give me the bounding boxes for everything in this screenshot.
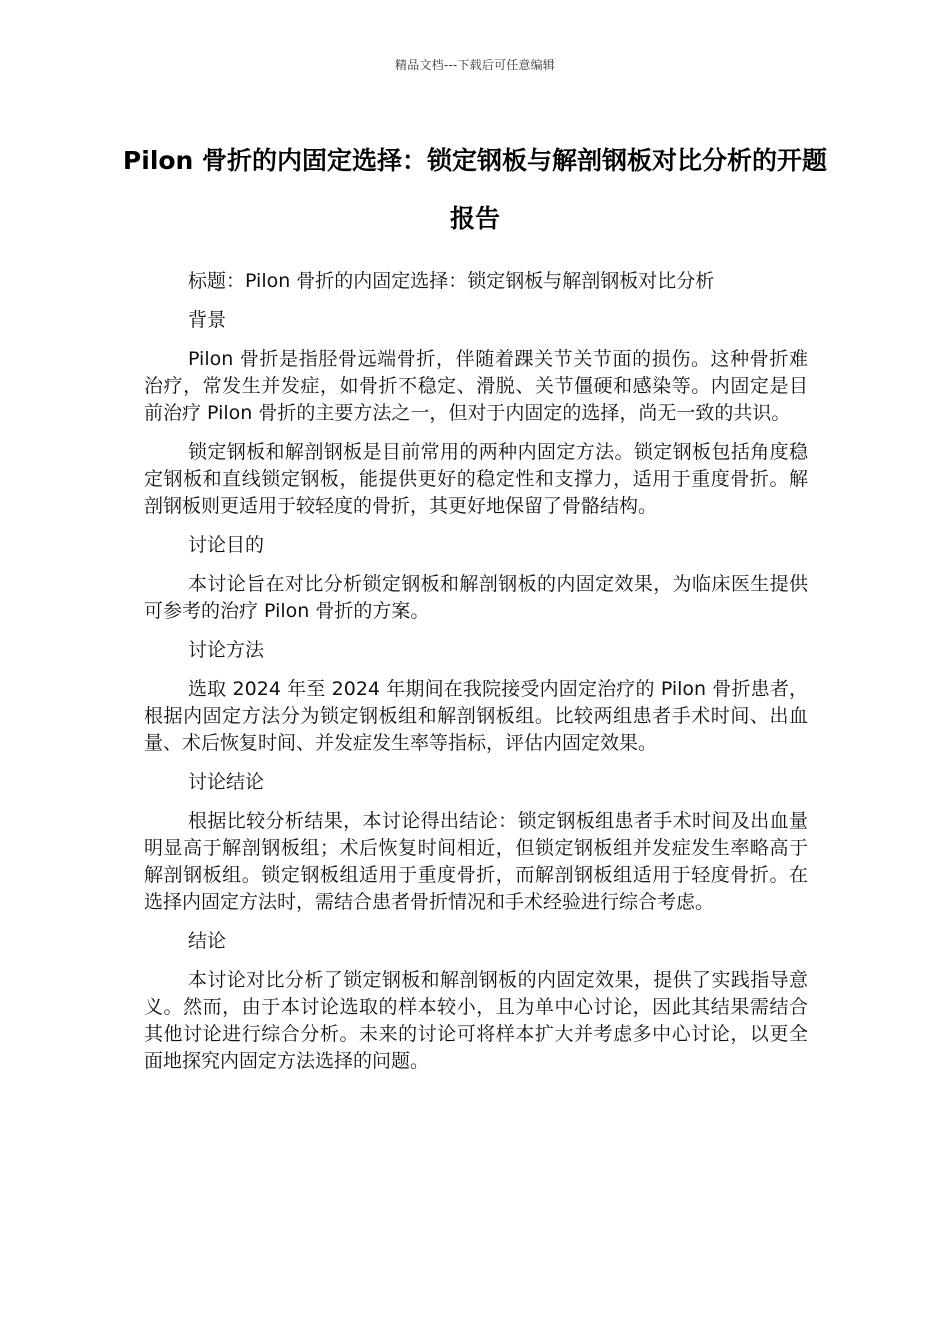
paragraph-method: 选取 2024 年至 2024 年期间在我院接受内固定治疗的 Pilon 骨折患者，根据内固定方法分为锁定钢板组和解剖钢板组。比较两组患者手术时间、出血量、术后恢复时间、并发症发生率等指标，评估内固定效果。: [144, 678, 808, 754]
paragraph-conclusion: 本讨论对比分析了锁定钢板和解剖钢板的内固定效果，提供了实践指导意义。然而，由于本讨论选取的样本较小，且为单中心讨论，因此其结果需结合其他讨论进行综合分析。未来的讨论可将样本扩大并考虑多中心讨论，以更全面地探究内固定方法选择的问题。: [144, 969, 808, 1072]
section-heading-purpose: 讨论目的: [188, 534, 265, 556]
section-heading-findings: 讨论结论: [188, 771, 265, 793]
paragraph-background-2: 锁定钢板和解剖钢板是目前常用的两种内固定方法。锁定钢板包括角度稳定钢板和直线锁定钢板，能提供更好的稳定性和支撑力，适用于重度骨折。解剖钢板则更适用于较轻度的骨折，其更好地保留了骨骼结构。: [144, 441, 808, 517]
paragraph-background-1: Pilon 骨折是指胫骨远端骨折，伴随着踝关节关节面的损伤。这种骨折难治疗，常发生并发症，如骨折不稳定、滑脱、关节僵硬和感染等。内固定是目前治疗 Pilon 骨折的主要方法之一，但对于内固定的选择，尚无一致的共识。: [144, 348, 808, 424]
paragraph-findings: 根据比较分析结果，本讨论得出结论：锁定钢板组患者手术时间及出血量明显高于解剖钢板组；术后恢复时间相近，但锁定钢板组并发症发生率略高于解剖钢板组。锁定钢板组适用于重度骨折，而解剖钢板组适用于轻度骨折。在选择内固定方法时，需结合患者骨折情况和手术经验进行综合考虑。: [144, 810, 808, 913]
paragraph-purpose: 本讨论旨在对比分析锁定钢板和解剖钢板的内固定效果，为临床医生提供可参考的治疗 Pilon 骨折的方案。: [144, 573, 808, 622]
subtitle-line: 标题：Pilon 骨折的内固定选择：锁定钢板与解剖钢板对比分析: [188, 270, 715, 292]
section-heading-method: 讨论方法: [188, 639, 265, 661]
document-body: [144, 268, 808, 1087]
section-heading-conclusion: 结论: [188, 930, 227, 952]
header-note: 精品文档---下载后可任意编辑: [395, 58, 555, 72]
section-heading-background: 背景: [188, 309, 227, 331]
document-title: Pilon 骨折的内固定选择：锁定钢板与解剖钢板对比分析的开题报告: [122, 146, 828, 233]
